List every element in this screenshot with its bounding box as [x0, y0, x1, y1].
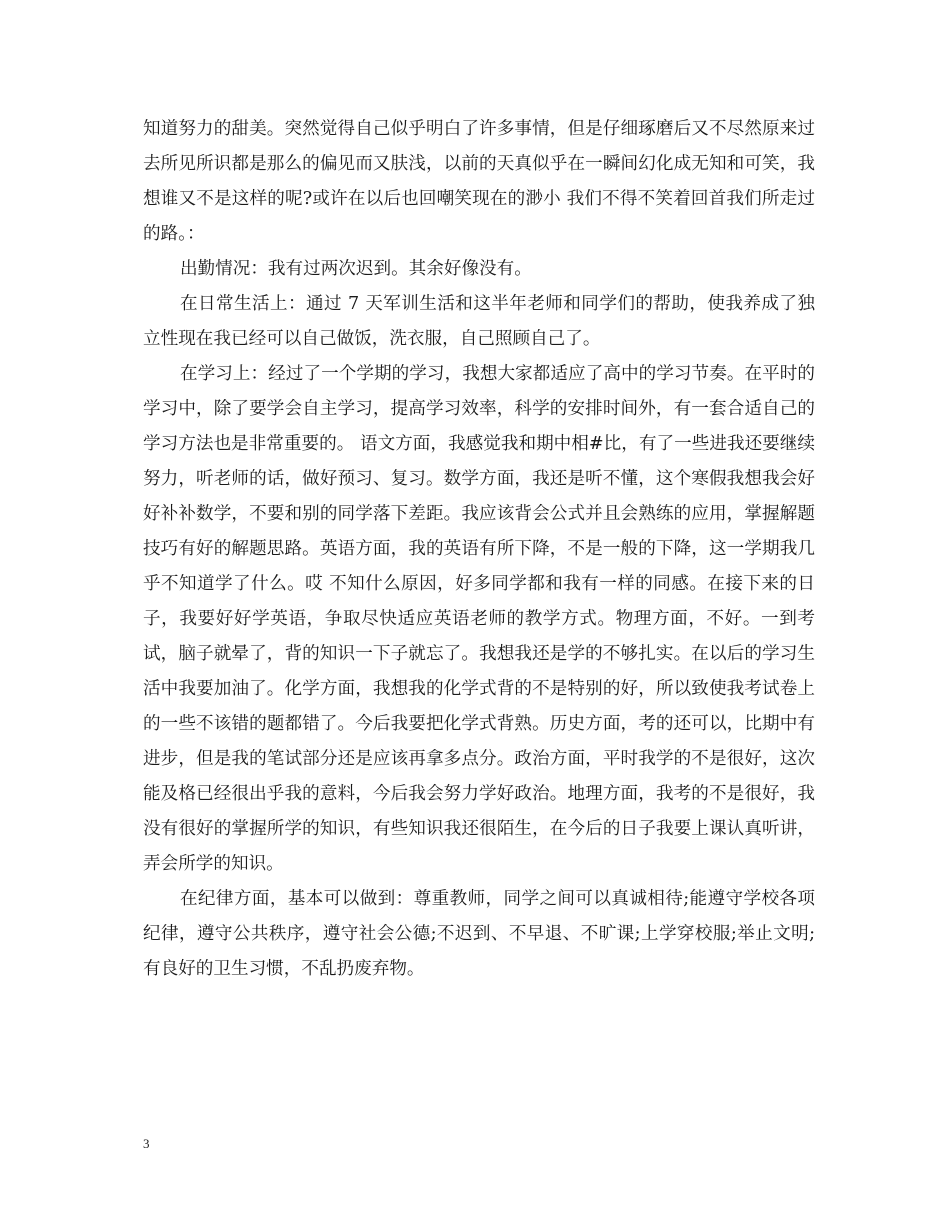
paragraph-discipline: 在纪律方面，基本可以做到：尊重教师，同学之间可以真诚相待;能遵守学校各项纪律，遵守公共秩序，遵守社会公德;不迟到、不早退、不旷课;上学穿校服;举止文明; 有良好的卫生习惯，不乱扔废弃物。 [143, 889, 815, 979]
paragraph-attendance: 出勤情况：我有过两次迟到。其余好像没有。 [179, 259, 532, 279]
page-number: 3 [143, 1136, 150, 1151]
paragraph-daily-life: 在日常生活上：通过 7 天军训生活和这半年老师和同学们的帮助，使我养成了独立性现在我已经可以自己做饭，洗衣服，自己照顾自己了。 [143, 294, 815, 349]
paragraph-continuation: 知道努力的甜美。突然觉得自己似乎明白了许多事情，但是仔细琢磨后又不尽然原来过去所见所识都是那么的偏见而又肤浅，以前的天真似乎在一瞬间幻化成无知和可笑，我想谁又不是这样的呢?或许在以后也回嘲笑现在的渺小 我们不得不笑着回首我们所走过的路。： [143, 119, 815, 244]
paragraph-study: 在学习上：经过了一个学期的学习，我想大家都适应了高中的学习节奏。在平时的学习中，除了要学会自主学习，提高学习效率，科学的安排时间外，有一套合适自己的学习方法也是非常重要的。 语文方面，我感觉我和期中相#比，有了一些进我还要继续努力，听老师的话，做好预习、复习。数学方面，我还是听不懂，这个寒假我想我会好好补补数学，不要和别的同学落下差距。我应该背会公式并且会熟练的应用，掌握解题技巧有好的解题思路。英语方面，我的英语有所下降，不是一般的下降，这一学期我几乎不知道学了什么。哎 不知什么原因，好多同学都和我有一样的同感。在接下来的日子，我要好好学英语，争取尽快适应英语老师的教学方式。物理方面，不好。一到考试，脑子就晕了，背的知识一下子就忘了。我想我还是学的不够扎实。在以后的学习生活中我要加油了。化学方面，我想我的化学式背的不是特别的好，所以致使我考试卷上的一些不该错的题都错了。今后我要把化学式背熟。历史方面，考的还可以，比期中有进步，但是我的笔试部分还是应该再拿多点分。政治方面，平时我学的不是很好，这次能及格已经很出乎我的意料，今后我会努力学好政治。地理方面，我考的不是很好，我没有很好的掌握所学的知识，有些知识我还很陌生，在今后的日子我要上课认真听讲，弄会所学的知识。 [143, 364, 815, 874]
document-body [143, 112, 815, 987]
